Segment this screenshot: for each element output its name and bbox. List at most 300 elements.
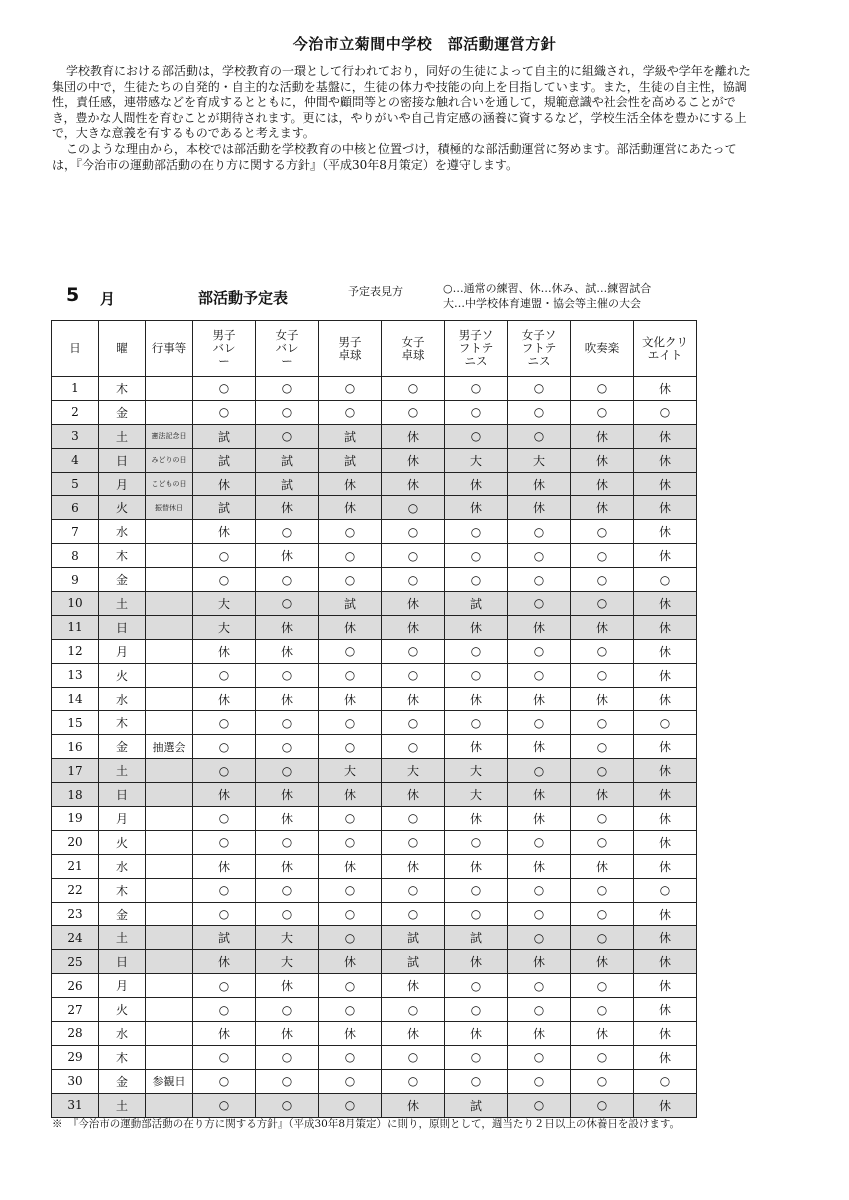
- girls-table-tennis-cell: ○: [382, 496, 445, 520]
- day-cell: 25: [52, 950, 99, 974]
- girls-table-tennis-cell: ○: [382, 807, 445, 831]
- boys-soft-tennis-cell: ○: [445, 830, 508, 854]
- culture-create-cell: 休: [634, 615, 697, 639]
- event-cell: [146, 377, 193, 401]
- intro-paragraph-1: 学校教育における部活動は，学校教育の一環として行われており，同好の生徒によって自主的に組織され，学級や学年を離れた集団の中で，生徒たちの自発的・自主的な活動を基盤に，生徒の体力や技能の向上を目指しています。また，生徒の自主性，協調性，責任感，連帯感などを育成するとともに，仲間や顧問等との密接な触れ合いを通して，規範意識や社会性を高めることができ，豊かな人間性を育むことが期待されます。更には，やりがいや自己肯定感の涵養に資するなど，学校生活全体を豊かにする上で，大きな意義を有するものであると考えます。: [52, 64, 751, 141]
- header-girls-table-tennis: 女子卓球: [382, 321, 445, 377]
- day-cell: 5: [52, 472, 99, 496]
- brass-band-cell: 休: [571, 424, 634, 448]
- table-row: [52, 1093, 697, 1117]
- intro-text: [52, 64, 756, 173]
- girls-soft-tennis-cell: ○: [508, 998, 571, 1022]
- girls-volley-cell: 試: [256, 472, 319, 496]
- boys-soft-tennis-cell: 休: [445, 1022, 508, 1046]
- boys-volley-cell: ○: [193, 544, 256, 568]
- weekday-cell: 月: [99, 639, 146, 663]
- day-cell: 11: [52, 615, 99, 639]
- girls-volley-cell: ○: [256, 902, 319, 926]
- culture-create-cell: 休: [634, 663, 697, 687]
- boys-volley-cell: 休: [193, 520, 256, 544]
- table-row: [52, 400, 697, 424]
- brass-band-cell: ○: [571, 400, 634, 424]
- weekday-cell: 土: [99, 592, 146, 616]
- day-cell: 18: [52, 783, 99, 807]
- table-row: [52, 377, 697, 401]
- legend-label: 予定表見方: [348, 285, 403, 298]
- girls-soft-tennis-cell: 大: [508, 448, 571, 472]
- day-cell: 30: [52, 1069, 99, 1093]
- boys-soft-tennis-cell: 大: [445, 759, 508, 783]
- culture-create-cell: 休: [634, 424, 697, 448]
- day-cell: 29: [52, 1045, 99, 1069]
- girls-volley-cell: 休: [256, 496, 319, 520]
- boys-soft-tennis-cell: 休: [445, 496, 508, 520]
- girls-soft-tennis-cell: 休: [508, 687, 571, 711]
- culture-create-cell: ○: [634, 400, 697, 424]
- page-title: 今治市立菊間中学校 部活動運営方針: [292, 35, 557, 53]
- girls-volley-cell: ○: [256, 878, 319, 902]
- boys-volley-cell: 休: [193, 1022, 256, 1046]
- header-boys-soft-tennis: 男子ソフトテニス: [445, 321, 508, 377]
- girls-volley-cell: 休: [256, 1022, 319, 1046]
- day-cell: 16: [52, 735, 99, 759]
- culture-create-cell: 休: [634, 639, 697, 663]
- day-cell: 14: [52, 687, 99, 711]
- boys-table-tennis-cell: 休: [319, 496, 382, 520]
- event-cell: [146, 615, 193, 639]
- weekday-cell: 日: [99, 783, 146, 807]
- boys-volley-cell: 試: [193, 496, 256, 520]
- day-cell: 27: [52, 998, 99, 1022]
- brass-band-cell: ○: [571, 520, 634, 544]
- culture-create-cell: 休: [634, 902, 697, 926]
- weekday-cell: 火: [99, 998, 146, 1022]
- weekday-cell: 土: [99, 424, 146, 448]
- girls-volley-cell: 休: [256, 974, 319, 998]
- girls-soft-tennis-cell: ○: [508, 568, 571, 592]
- table-row: [52, 759, 697, 783]
- girls-table-tennis-cell: ○: [382, 400, 445, 424]
- event-cell: [146, 592, 193, 616]
- girls-soft-tennis-cell: ○: [508, 1069, 571, 1093]
- boys-volley-cell: ○: [193, 974, 256, 998]
- girls-soft-tennis-cell: ○: [508, 520, 571, 544]
- girls-table-tennis-cell: 休: [382, 1093, 445, 1117]
- event-cell: [146, 854, 193, 878]
- weekday-cell: 木: [99, 544, 146, 568]
- table-row: [52, 711, 697, 735]
- day-cell: 10: [52, 592, 99, 616]
- girls-table-tennis-cell: 休: [382, 687, 445, 711]
- boys-soft-tennis-cell: 休: [445, 615, 508, 639]
- day-cell: 2: [52, 400, 99, 424]
- boys-soft-tennis-cell: ○: [445, 424, 508, 448]
- girls-soft-tennis-cell: 休: [508, 783, 571, 807]
- weekday-cell: 木: [99, 711, 146, 735]
- culture-create-cell: ○: [634, 878, 697, 902]
- day-cell: 28: [52, 1022, 99, 1046]
- brass-band-cell: ○: [571, 807, 634, 831]
- girls-table-tennis-cell: ○: [382, 520, 445, 544]
- brass-band-cell: ○: [571, 926, 634, 950]
- girls-volley-cell: 大: [256, 926, 319, 950]
- culture-create-cell: ○: [634, 711, 697, 735]
- boys-soft-tennis-cell: 休: [445, 950, 508, 974]
- weekday-cell: 土: [99, 926, 146, 950]
- boys-volley-cell: ○: [193, 902, 256, 926]
- girls-soft-tennis-cell: ○: [508, 544, 571, 568]
- boys-soft-tennis-cell: ○: [445, 711, 508, 735]
- header-boys-table-tennis: 男子卓球: [319, 321, 382, 377]
- day-cell: 22: [52, 878, 99, 902]
- boys-volley-cell: ○: [193, 759, 256, 783]
- day-cell: 9: [52, 568, 99, 592]
- event-cell: [146, 878, 193, 902]
- boys-soft-tennis-cell: 休: [445, 854, 508, 878]
- girls-soft-tennis-cell: 休: [508, 950, 571, 974]
- event-cell: [146, 926, 193, 950]
- girls-table-tennis-cell: ○: [382, 544, 445, 568]
- header-weekday: 曜: [99, 321, 146, 377]
- event-cell: [146, 568, 193, 592]
- girls-soft-tennis-cell: ○: [508, 902, 571, 926]
- boys-table-tennis-cell: ○: [319, 400, 382, 424]
- girls-volley-cell: 試: [256, 448, 319, 472]
- boys-volley-cell: 休: [193, 783, 256, 807]
- girls-volley-cell: 休: [256, 544, 319, 568]
- girls-volley-cell: ○: [256, 1069, 319, 1093]
- boys-volley-cell: 休: [193, 639, 256, 663]
- boys-table-tennis-cell: ○: [319, 926, 382, 950]
- brass-band-cell: 休: [571, 854, 634, 878]
- table-row: [52, 807, 697, 831]
- day-cell: 1: [52, 377, 99, 401]
- boys-volley-cell: 試: [193, 448, 256, 472]
- girls-table-tennis-cell: ○: [382, 998, 445, 1022]
- girls-volley-cell: ○: [256, 400, 319, 424]
- boys-soft-tennis-cell: ○: [445, 902, 508, 926]
- girls-soft-tennis-cell: 休: [508, 807, 571, 831]
- event-cell: [146, 1093, 193, 1117]
- girls-table-tennis-cell: ○: [382, 1045, 445, 1069]
- weekday-cell: 水: [99, 854, 146, 878]
- table-row: [52, 639, 697, 663]
- boys-volley-cell: ○: [193, 1093, 256, 1117]
- table-row: [52, 902, 697, 926]
- culture-create-cell: 休: [634, 1045, 697, 1069]
- event-cell: 振替休日: [146, 496, 193, 520]
- girls-table-tennis-cell: 休: [382, 1022, 445, 1046]
- girls-table-tennis-cell: 休: [382, 854, 445, 878]
- legend: [443, 282, 651, 311]
- weekday-cell: 木: [99, 1045, 146, 1069]
- event-cell: [146, 687, 193, 711]
- girls-soft-tennis-cell: 休: [508, 615, 571, 639]
- boys-soft-tennis-cell: 休: [445, 807, 508, 831]
- girls-table-tennis-cell: ○: [382, 830, 445, 854]
- table-row: [52, 568, 697, 592]
- culture-create-cell: 休: [634, 472, 697, 496]
- event-cell: [146, 1045, 193, 1069]
- boys-table-tennis-cell: 休: [319, 615, 382, 639]
- event-cell: こどもの日: [146, 472, 193, 496]
- intro-paragraph-2: このような理由から，本校では部活動を学校教育の中核と位置づけ，積極的な部活動運営に努めます。部活動運営にあたっては，『今治市の運動部活動の在り方に関する方針』（平成30年8月策定）を遵守します。: [52, 141, 737, 172]
- weekday-cell: 月: [99, 974, 146, 998]
- schedule-table: [51, 320, 697, 1118]
- event-cell: [146, 950, 193, 974]
- boys-table-tennis-cell: ○: [319, 878, 382, 902]
- culture-create-cell: ○: [634, 1069, 697, 1093]
- boys-volley-cell: ○: [193, 711, 256, 735]
- table-row: [52, 950, 697, 974]
- day-cell: 20: [52, 830, 99, 854]
- culture-create-cell: 休: [634, 830, 697, 854]
- table-row: [52, 472, 697, 496]
- boys-volley-cell: ○: [193, 1069, 256, 1093]
- weekday-cell: 火: [99, 830, 146, 854]
- boys-volley-cell: ○: [193, 568, 256, 592]
- day-cell: 6: [52, 496, 99, 520]
- boys-volley-cell: ○: [193, 735, 256, 759]
- girls-volley-cell: ○: [256, 998, 319, 1022]
- culture-create-cell: 休: [634, 854, 697, 878]
- girls-volley-cell: 休: [256, 854, 319, 878]
- girls-soft-tennis-cell: 休: [508, 1022, 571, 1046]
- girls-volley-cell: ○: [256, 568, 319, 592]
- day-cell: 21: [52, 854, 99, 878]
- brass-band-cell: ○: [571, 639, 634, 663]
- girls-soft-tennis-cell: ○: [508, 1045, 571, 1069]
- girls-soft-tennis-cell: 休: [508, 735, 571, 759]
- boys-table-tennis-cell: ○: [319, 1093, 382, 1117]
- weekday-cell: 月: [99, 807, 146, 831]
- boys-table-tennis-cell: ○: [319, 520, 382, 544]
- girls-table-tennis-cell: ○: [382, 639, 445, 663]
- table-row: [52, 496, 697, 520]
- header-brass-band: 吹奏楽: [571, 321, 634, 377]
- table-row: [52, 520, 697, 544]
- weekday-cell: 火: [99, 663, 146, 687]
- brass-band-cell: ○: [571, 878, 634, 902]
- boys-volley-cell: 休: [193, 687, 256, 711]
- girls-table-tennis-cell: 休: [382, 424, 445, 448]
- boys-soft-tennis-cell: ○: [445, 377, 508, 401]
- table-row: [52, 735, 697, 759]
- table-row: [52, 998, 697, 1022]
- girls-soft-tennis-cell: ○: [508, 663, 571, 687]
- boys-soft-tennis-cell: ○: [445, 520, 508, 544]
- boys-table-tennis-cell: ○: [319, 1069, 382, 1093]
- table-row: [52, 1045, 697, 1069]
- girls-soft-tennis-cell: ○: [508, 592, 571, 616]
- culture-create-cell: 休: [634, 783, 697, 807]
- legend-line-1: ○…通常の練習、休…休み、試…練習試合: [443, 282, 652, 295]
- girls-table-tennis-cell: 大: [382, 759, 445, 783]
- day-cell: 26: [52, 974, 99, 998]
- boys-volley-cell: ○: [193, 878, 256, 902]
- weekday-cell: 水: [99, 687, 146, 711]
- girls-volley-cell: ○: [256, 377, 319, 401]
- table-header-row: [52, 321, 697, 377]
- day-cell: 31: [52, 1093, 99, 1117]
- weekday-cell: 金: [99, 902, 146, 926]
- event-cell: [146, 998, 193, 1022]
- boys-table-tennis-cell: 休: [319, 783, 382, 807]
- table-row: [52, 830, 697, 854]
- brass-band-cell: ○: [571, 1045, 634, 1069]
- culture-create-cell: 休: [634, 735, 697, 759]
- culture-create-cell: 休: [634, 950, 697, 974]
- table-row: [52, 592, 697, 616]
- brass-band-cell: 休: [571, 496, 634, 520]
- boys-volley-cell: ○: [193, 998, 256, 1022]
- table-row: [52, 974, 697, 998]
- boys-table-tennis-cell: ○: [319, 711, 382, 735]
- day-cell: 15: [52, 711, 99, 735]
- culture-create-cell: 休: [634, 496, 697, 520]
- day-cell: 23: [52, 902, 99, 926]
- boys-table-tennis-cell: ○: [319, 807, 382, 831]
- brass-band-cell: ○: [571, 902, 634, 926]
- brass-band-cell: 休: [571, 950, 634, 974]
- girls-table-tennis-cell: ○: [382, 568, 445, 592]
- culture-create-cell: 休: [634, 448, 697, 472]
- boys-table-tennis-cell: 試: [319, 448, 382, 472]
- culture-create-cell: 休: [634, 926, 697, 950]
- boys-soft-tennis-cell: ○: [445, 663, 508, 687]
- girls-table-tennis-cell: 休: [382, 472, 445, 496]
- boys-volley-cell: ○: [193, 1045, 256, 1069]
- boys-volley-cell: 休: [193, 472, 256, 496]
- girls-table-tennis-cell: ○: [382, 711, 445, 735]
- culture-create-cell: 休: [634, 520, 697, 544]
- boys-soft-tennis-cell: 大: [445, 783, 508, 807]
- boys-table-tennis-cell: ○: [319, 998, 382, 1022]
- culture-create-cell: 休: [634, 1093, 697, 1117]
- brass-band-cell: ○: [571, 592, 634, 616]
- day-cell: 19: [52, 807, 99, 831]
- event-cell: みどりの日: [146, 448, 193, 472]
- boys-table-tennis-cell: 休: [319, 687, 382, 711]
- girls-volley-cell: ○: [256, 830, 319, 854]
- boys-soft-tennis-cell: ○: [445, 544, 508, 568]
- boys-table-tennis-cell: 試: [319, 592, 382, 616]
- culture-create-cell: 休: [634, 998, 697, 1022]
- girls-volley-cell: 休: [256, 687, 319, 711]
- girls-volley-cell: ○: [256, 711, 319, 735]
- girls-volley-cell: 休: [256, 639, 319, 663]
- day-cell: 3: [52, 424, 99, 448]
- girls-volley-cell: ○: [256, 663, 319, 687]
- boys-soft-tennis-cell: ○: [445, 1045, 508, 1069]
- day-cell: 4: [52, 448, 99, 472]
- boys-soft-tennis-cell: ○: [445, 1069, 508, 1093]
- boys-soft-tennis-cell: ○: [445, 639, 508, 663]
- boys-soft-tennis-cell: ○: [445, 400, 508, 424]
- header-girls-volley: 女子バレー: [256, 321, 319, 377]
- boys-soft-tennis-cell: 試: [445, 926, 508, 950]
- event-cell: [146, 759, 193, 783]
- girls-table-tennis-cell: 休: [382, 592, 445, 616]
- event-cell: [146, 663, 193, 687]
- boys-table-tennis-cell: ○: [319, 1045, 382, 1069]
- culture-create-cell: ○: [634, 568, 697, 592]
- boys-table-tennis-cell: ○: [319, 377, 382, 401]
- culture-create-cell: 休: [634, 974, 697, 998]
- boys-volley-cell: 試: [193, 424, 256, 448]
- girls-volley-cell: 大: [256, 950, 319, 974]
- event-cell: [146, 830, 193, 854]
- culture-create-cell: 休: [634, 687, 697, 711]
- boys-volley-cell: ○: [193, 807, 256, 831]
- day-cell: 7: [52, 520, 99, 544]
- boys-soft-tennis-cell: 休: [445, 687, 508, 711]
- culture-create-cell: 休: [634, 759, 697, 783]
- girls-table-tennis-cell: ○: [382, 735, 445, 759]
- weekday-cell: 日: [99, 448, 146, 472]
- boys-volley-cell: 大: [193, 615, 256, 639]
- boys-volley-cell: 休: [193, 950, 256, 974]
- table-row: [52, 1069, 697, 1093]
- boys-table-tennis-cell: ○: [319, 544, 382, 568]
- event-cell: [146, 1022, 193, 1046]
- brass-band-cell: ○: [571, 568, 634, 592]
- weekday-cell: 土: [99, 1093, 146, 1117]
- boys-table-tennis-cell: 休: [319, 950, 382, 974]
- header-boys-volley: 男子バレー: [193, 321, 256, 377]
- weekday-cell: 月: [99, 472, 146, 496]
- girls-soft-tennis-cell: ○: [508, 974, 571, 998]
- day-cell: 24: [52, 926, 99, 950]
- event-cell: [146, 520, 193, 544]
- boys-volley-cell: 大: [193, 592, 256, 616]
- girls-volley-cell: ○: [256, 592, 319, 616]
- girls-soft-tennis-cell: ○: [508, 424, 571, 448]
- girls-volley-cell: 休: [256, 807, 319, 831]
- girls-table-tennis-cell: 休: [382, 615, 445, 639]
- header-culture-create: 文化クリエイト: [634, 321, 697, 377]
- boys-soft-tennis-cell: 大: [445, 448, 508, 472]
- girls-soft-tennis-cell: ○: [508, 926, 571, 950]
- table-row: [52, 544, 697, 568]
- header-day: 日: [52, 321, 99, 377]
- weekday-cell: 金: [99, 568, 146, 592]
- table-row: [52, 663, 697, 687]
- event-cell: 憲法記念日: [146, 424, 193, 448]
- girls-soft-tennis-cell: ○: [508, 830, 571, 854]
- event-cell: [146, 902, 193, 926]
- brass-band-cell: ○: [571, 711, 634, 735]
- table-row: [52, 1022, 697, 1046]
- table-row: [52, 448, 697, 472]
- table-row: [52, 424, 697, 448]
- day-cell: 13: [52, 663, 99, 687]
- boys-table-tennis-cell: ○: [319, 663, 382, 687]
- brass-band-cell: ○: [571, 998, 634, 1022]
- boys-table-tennis-cell: 試: [319, 424, 382, 448]
- event-cell: [146, 639, 193, 663]
- boys-table-tennis-cell: ○: [319, 830, 382, 854]
- weekday-cell: 水: [99, 520, 146, 544]
- legend-line-2: 大…中学校体育連盟・協会等主催の大会: [443, 296, 641, 310]
- boys-volley-cell: 休: [193, 854, 256, 878]
- boys-table-tennis-cell: ○: [319, 974, 382, 998]
- boys-volley-cell: ○: [193, 663, 256, 687]
- girls-soft-tennis-cell: 休: [508, 496, 571, 520]
- brass-band-cell: ○: [571, 663, 634, 687]
- brass-band-cell: ○: [571, 377, 634, 401]
- month-number: 5: [66, 284, 80, 306]
